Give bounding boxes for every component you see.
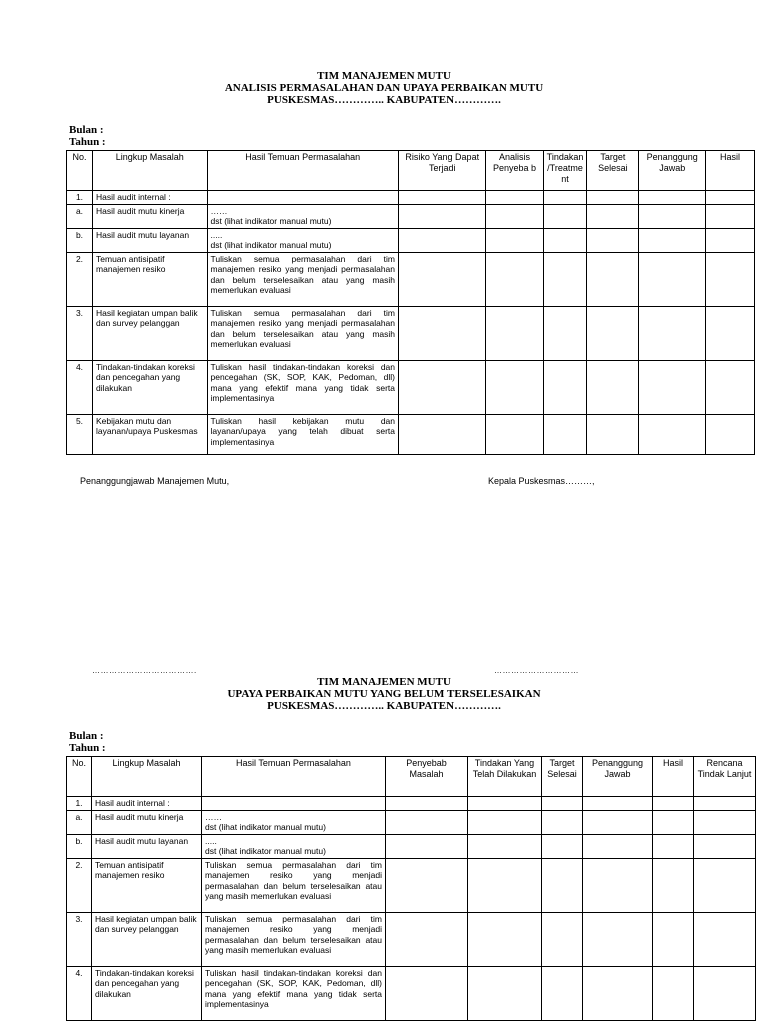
row-empty-cell[interactable]	[542, 966, 583, 1020]
form1-sign-right: Kepala Puskesmas………,	[488, 476, 595, 486]
row-number: 2.	[67, 252, 93, 306]
row-empty-cell[interactable]	[583, 966, 653, 1020]
form1-header-target: Target Selesai	[587, 151, 639, 191]
row-empty-cell[interactable]	[653, 797, 694, 811]
form1-header-lingkup: Lingkup Masalah	[93, 151, 207, 191]
row-empty-cell[interactable]	[399, 228, 486, 252]
row-empty-cell[interactable]	[543, 414, 587, 454]
table-row	[67, 414, 755, 454]
form1-header-penanggung: Penanggung Jawab	[639, 151, 706, 191]
row-hasil-temuan: ..... dst (lihat indikator manual mutu)	[207, 228, 399, 252]
form1-title-line-1: TIM MANAJEMEN MUTU	[317, 70, 451, 82]
row-hasil-temuan: ..... dst (lihat indikator manual mutu)	[202, 834, 386, 858]
row-number: a.	[67, 204, 93, 228]
row-lingkup-masalah: Hasil audit internal :	[92, 797, 202, 811]
row-empty-cell[interactable]	[543, 204, 587, 228]
form1-title-line-3: PUSKESMAS………….. KABUPATEN………….	[267, 94, 501, 106]
form1-title-line-2: ANALISIS PERMASALAHAN DAN UPAYA PERBAIKAN MUTU	[224, 82, 544, 94]
row-empty-cell[interactable]	[543, 191, 587, 205]
row-empty-cell[interactable]	[486, 306, 543, 360]
row-empty-cell[interactable]	[653, 834, 694, 858]
row-empty-cell[interactable]	[706, 414, 755, 454]
row-empty-cell[interactable]	[706, 228, 755, 252]
row-empty-cell[interactable]	[706, 252, 755, 306]
row-empty-cell[interactable]	[399, 360, 486, 414]
row-empty-cell[interactable]	[587, 204, 639, 228]
row-empty-cell[interactable]	[486, 204, 543, 228]
form2-title-line-1: TIM MANAJEMEN MUTU	[317, 676, 451, 688]
row-lingkup-masalah: Hasil audit mutu kinerja	[93, 204, 207, 228]
row-empty-cell[interactable]	[468, 810, 542, 834]
row-empty-cell[interactable]	[653, 912, 694, 966]
row-empty-cell[interactable]	[694, 966, 756, 1020]
row-empty-cell[interactable]	[486, 252, 543, 306]
row-lingkup-masalah: Temuan antisipatif manajemen resiko	[93, 252, 207, 306]
row-empty-cell[interactable]	[399, 414, 486, 454]
form2-header-temuan: Hasil Temuan Permasalahan	[202, 757, 386, 797]
form1-table	[66, 150, 755, 455]
row-empty-cell[interactable]	[639, 306, 706, 360]
row-empty-cell[interactable]	[468, 966, 542, 1020]
form1-header-analisis: Analisis Penyeba b	[486, 151, 543, 191]
form2-table	[66, 756, 756, 1021]
row-empty-cell[interactable]	[399, 306, 486, 360]
row-empty-cell[interactable]	[486, 191, 543, 205]
row-empty-cell[interactable]	[587, 360, 639, 414]
row-empty-cell[interactable]	[543, 252, 587, 306]
form1-title	[0, 70, 768, 106]
form2-header-hasil: Hasil	[653, 757, 694, 797]
row-empty-cell[interactable]	[639, 204, 706, 228]
row-empty-cell[interactable]	[639, 228, 706, 252]
row-empty-cell[interactable]	[706, 204, 755, 228]
row-empty-cell[interactable]	[386, 966, 468, 1020]
row-empty-cell[interactable]	[706, 306, 755, 360]
row-empty-cell[interactable]	[653, 966, 694, 1020]
row-empty-cell[interactable]	[468, 912, 542, 966]
table-row	[67, 228, 755, 252]
row-empty-cell[interactable]	[653, 810, 694, 834]
form1-header-hasil: Hasil	[706, 151, 755, 191]
form1-sign-line-left: ……………………………….	[92, 666, 197, 675]
row-empty-cell[interactable]	[583, 834, 653, 858]
row-empty-cell[interactable]	[694, 834, 756, 858]
table-row	[67, 252, 755, 306]
row-number: 1.	[67, 191, 93, 205]
row-lingkup-masalah: Tindakan-tindakan koreksi dan pencegahan yang dilakukan	[93, 360, 207, 414]
table-row	[67, 834, 756, 858]
row-hasil-temuan: …… dst (lihat indikator manual mutu)	[202, 810, 386, 834]
row-empty-cell[interactable]	[386, 797, 468, 811]
row-lingkup-masalah: Tindakan-tindakan koreksi dan pencegahan yang dilakukan	[92, 966, 202, 1020]
form2-meta	[69, 730, 106, 754]
row-hasil-temuan: Tuliskan semua permasalahan dari tim manajemen resiko yang menjadi permasalahan dan belum terselesaikan atau yang masih memerlukan evaluasi	[207, 252, 399, 306]
row-lingkup-masalah: Hasil audit mutu kinerja	[92, 810, 202, 834]
row-empty-cell[interactable]	[386, 810, 468, 834]
form1-header-risiko: Risiko Yang Dapat Terjadi	[399, 151, 486, 191]
row-number: 2.	[67, 858, 92, 912]
form1-meta	[69, 124, 106, 148]
form2-header-penanggung: Penanggung Jawab	[583, 757, 653, 797]
row-empty-cell[interactable]	[386, 834, 468, 858]
row-empty-cell[interactable]	[399, 204, 486, 228]
row-empty-cell[interactable]	[583, 858, 653, 912]
row-empty-cell[interactable]	[639, 414, 706, 454]
row-empty-cell[interactable]	[386, 912, 468, 966]
form2-header-target: Target Selesai	[542, 757, 583, 797]
row-number: 4.	[67, 360, 93, 414]
row-empty-cell[interactable]	[399, 191, 486, 205]
row-number: a.	[67, 810, 92, 834]
row-empty-cell[interactable]	[706, 191, 755, 205]
row-lingkup-masalah: Hasil kegiatan umpan balik dan survey pelanggan	[93, 306, 207, 360]
row-hasil-temuan: Tuliskan semua permasalahan dari tim manajemen resiko yang menjadi permasalahan dan belum terselesaikan atau yang masih memerlukan evaluasi	[202, 858, 386, 912]
row-empty-cell[interactable]	[587, 414, 639, 454]
row-empty-cell[interactable]	[694, 912, 756, 966]
form2-tahun: Tahun :	[69, 742, 106, 754]
row-empty-cell[interactable]	[468, 834, 542, 858]
row-hasil-temuan: Tuliskan semua permasalahan dari tim manajemen resiko yang menjadi permasalahan dan belum terselesaikan atau yang masih memerlukan evaluasi	[207, 306, 399, 360]
row-empty-cell[interactable]	[587, 228, 639, 252]
table-row	[67, 306, 755, 360]
row-empty-cell[interactable]	[486, 360, 543, 414]
form1-tahun: Tahun :	[69, 136, 106, 148]
row-lingkup-masalah: Temuan antisipatif manajemen resiko	[92, 858, 202, 912]
row-empty-cell[interactable]	[587, 306, 639, 360]
row-empty-cell[interactable]	[583, 912, 653, 966]
row-empty-cell[interactable]	[486, 228, 543, 252]
form1-sign-line-right: …………………………	[494, 666, 579, 675]
row-hasil-temuan	[207, 191, 399, 205]
form2-header-penyebab: Penyebab Masalah	[386, 757, 468, 797]
row-lingkup-masalah: Hasil audit mutu layanan	[92, 834, 202, 858]
row-empty-cell[interactable]	[694, 810, 756, 834]
table-row	[67, 204, 755, 228]
row-empty-cell[interactable]	[587, 191, 639, 205]
row-empty-cell[interactable]	[542, 834, 583, 858]
row-hasil-temuan: Tuliskan semua permasalahan dari tim manajemen resiko yang menjadi permasalahan dan belum terselesaikan atau yang masih memerlukan evaluasi	[202, 912, 386, 966]
row-empty-cell[interactable]	[543, 360, 587, 414]
form2-header-no: No.	[67, 757, 92, 797]
row-lingkup-masalah: Kebijakan mutu dan layanan/upaya Puskesmas	[93, 414, 207, 454]
row-empty-cell[interactable]	[399, 252, 486, 306]
table-row	[67, 858, 756, 912]
form2-title-line-3: PUSKESMAS………….. KABUPATEN………….	[267, 700, 501, 712]
row-empty-cell[interactable]	[653, 858, 694, 912]
row-number: 3.	[67, 912, 92, 966]
row-empty-cell[interactable]	[694, 858, 756, 912]
row-empty-cell[interactable]	[543, 306, 587, 360]
table-row	[67, 191, 755, 205]
form2-title	[0, 676, 768, 712]
table-row	[67, 966, 756, 1020]
row-number: 3.	[67, 306, 93, 360]
row-empty-cell[interactable]	[542, 858, 583, 912]
row-lingkup-masalah: Hasil audit mutu layanan	[93, 228, 207, 252]
row-number: b.	[67, 834, 92, 858]
form1-header-tindakan: Tindakan /Treatme nt	[543, 151, 587, 191]
form1-header-temuan: Hasil Temuan Permasalahan	[207, 151, 399, 191]
form2-header-lingkup: Lingkup Masalah	[92, 757, 202, 797]
form1-header-no: No.	[67, 151, 93, 191]
row-empty-cell[interactable]	[543, 228, 587, 252]
row-lingkup-masalah: Hasil kegiatan umpan balik dan survey pelanggan	[92, 912, 202, 966]
table-row	[67, 912, 756, 966]
row-empty-cell[interactable]	[468, 858, 542, 912]
row-number: 5.	[67, 414, 93, 454]
row-empty-cell[interactable]	[386, 858, 468, 912]
form1-bulan: Bulan :	[69, 124, 104, 136]
form2-header-rencana: Rencana Tindak Lanjut	[694, 757, 756, 797]
row-hasil-temuan: …… dst (lihat indikator manual mutu)	[207, 204, 399, 228]
table-row	[67, 797, 756, 811]
row-number: 4.	[67, 966, 92, 1020]
form2-header-row	[67, 757, 756, 797]
row-empty-cell[interactable]	[706, 360, 755, 414]
row-number: 1.	[67, 797, 92, 811]
table-row	[67, 810, 756, 834]
row-empty-cell[interactable]	[587, 252, 639, 306]
table-row	[67, 360, 755, 414]
row-empty-cell[interactable]	[583, 797, 653, 811]
row-empty-cell[interactable]	[486, 414, 543, 454]
row-lingkup-masalah: Hasil audit internal :	[93, 191, 207, 205]
form2-title-line-2: UPAYA PERBAIKAN MUTU YANG BELUM TERSELESAIKAN	[227, 688, 541, 700]
form2-bulan: Bulan :	[69, 730, 104, 742]
row-empty-cell[interactable]	[639, 252, 706, 306]
row-hasil-temuan: Tuliskan hasil tindakan-tindakan koreksi dan pencegahan (SK, SOP, KAK, Pedoman, dll) mana yang efektif mana yang tidak serta implementasinya	[207, 360, 399, 414]
form1-sign-left: Penanggungjawab Manajemen Mutu,	[80, 476, 230, 486]
row-hasil-temuan: Tuliskan hasil kebijakan mutu dan layanan/upaya yang telah dibuat serta implementasinya	[207, 414, 399, 454]
row-number: b.	[67, 228, 93, 252]
row-empty-cell[interactable]	[468, 797, 542, 811]
row-empty-cell[interactable]	[583, 810, 653, 834]
row-empty-cell[interactable]	[542, 797, 583, 811]
row-hasil-temuan	[202, 797, 386, 811]
row-hasil-temuan: Tuliskan hasil tindakan-tindakan koreksi dan pencegahan (SK, SOP, KAK, Pedoman, dll) mana yang efektif mana yang tidak serta implementasinya	[202, 966, 386, 1020]
row-empty-cell[interactable]	[639, 191, 706, 205]
row-empty-cell[interactable]	[542, 810, 583, 834]
row-empty-cell[interactable]	[542, 912, 583, 966]
row-empty-cell[interactable]	[694, 797, 756, 811]
form2-header-tindakan: Tindakan Yang Telah Dilakukan	[468, 757, 542, 797]
row-empty-cell[interactable]	[639, 360, 706, 414]
form1-header-row	[67, 151, 755, 191]
